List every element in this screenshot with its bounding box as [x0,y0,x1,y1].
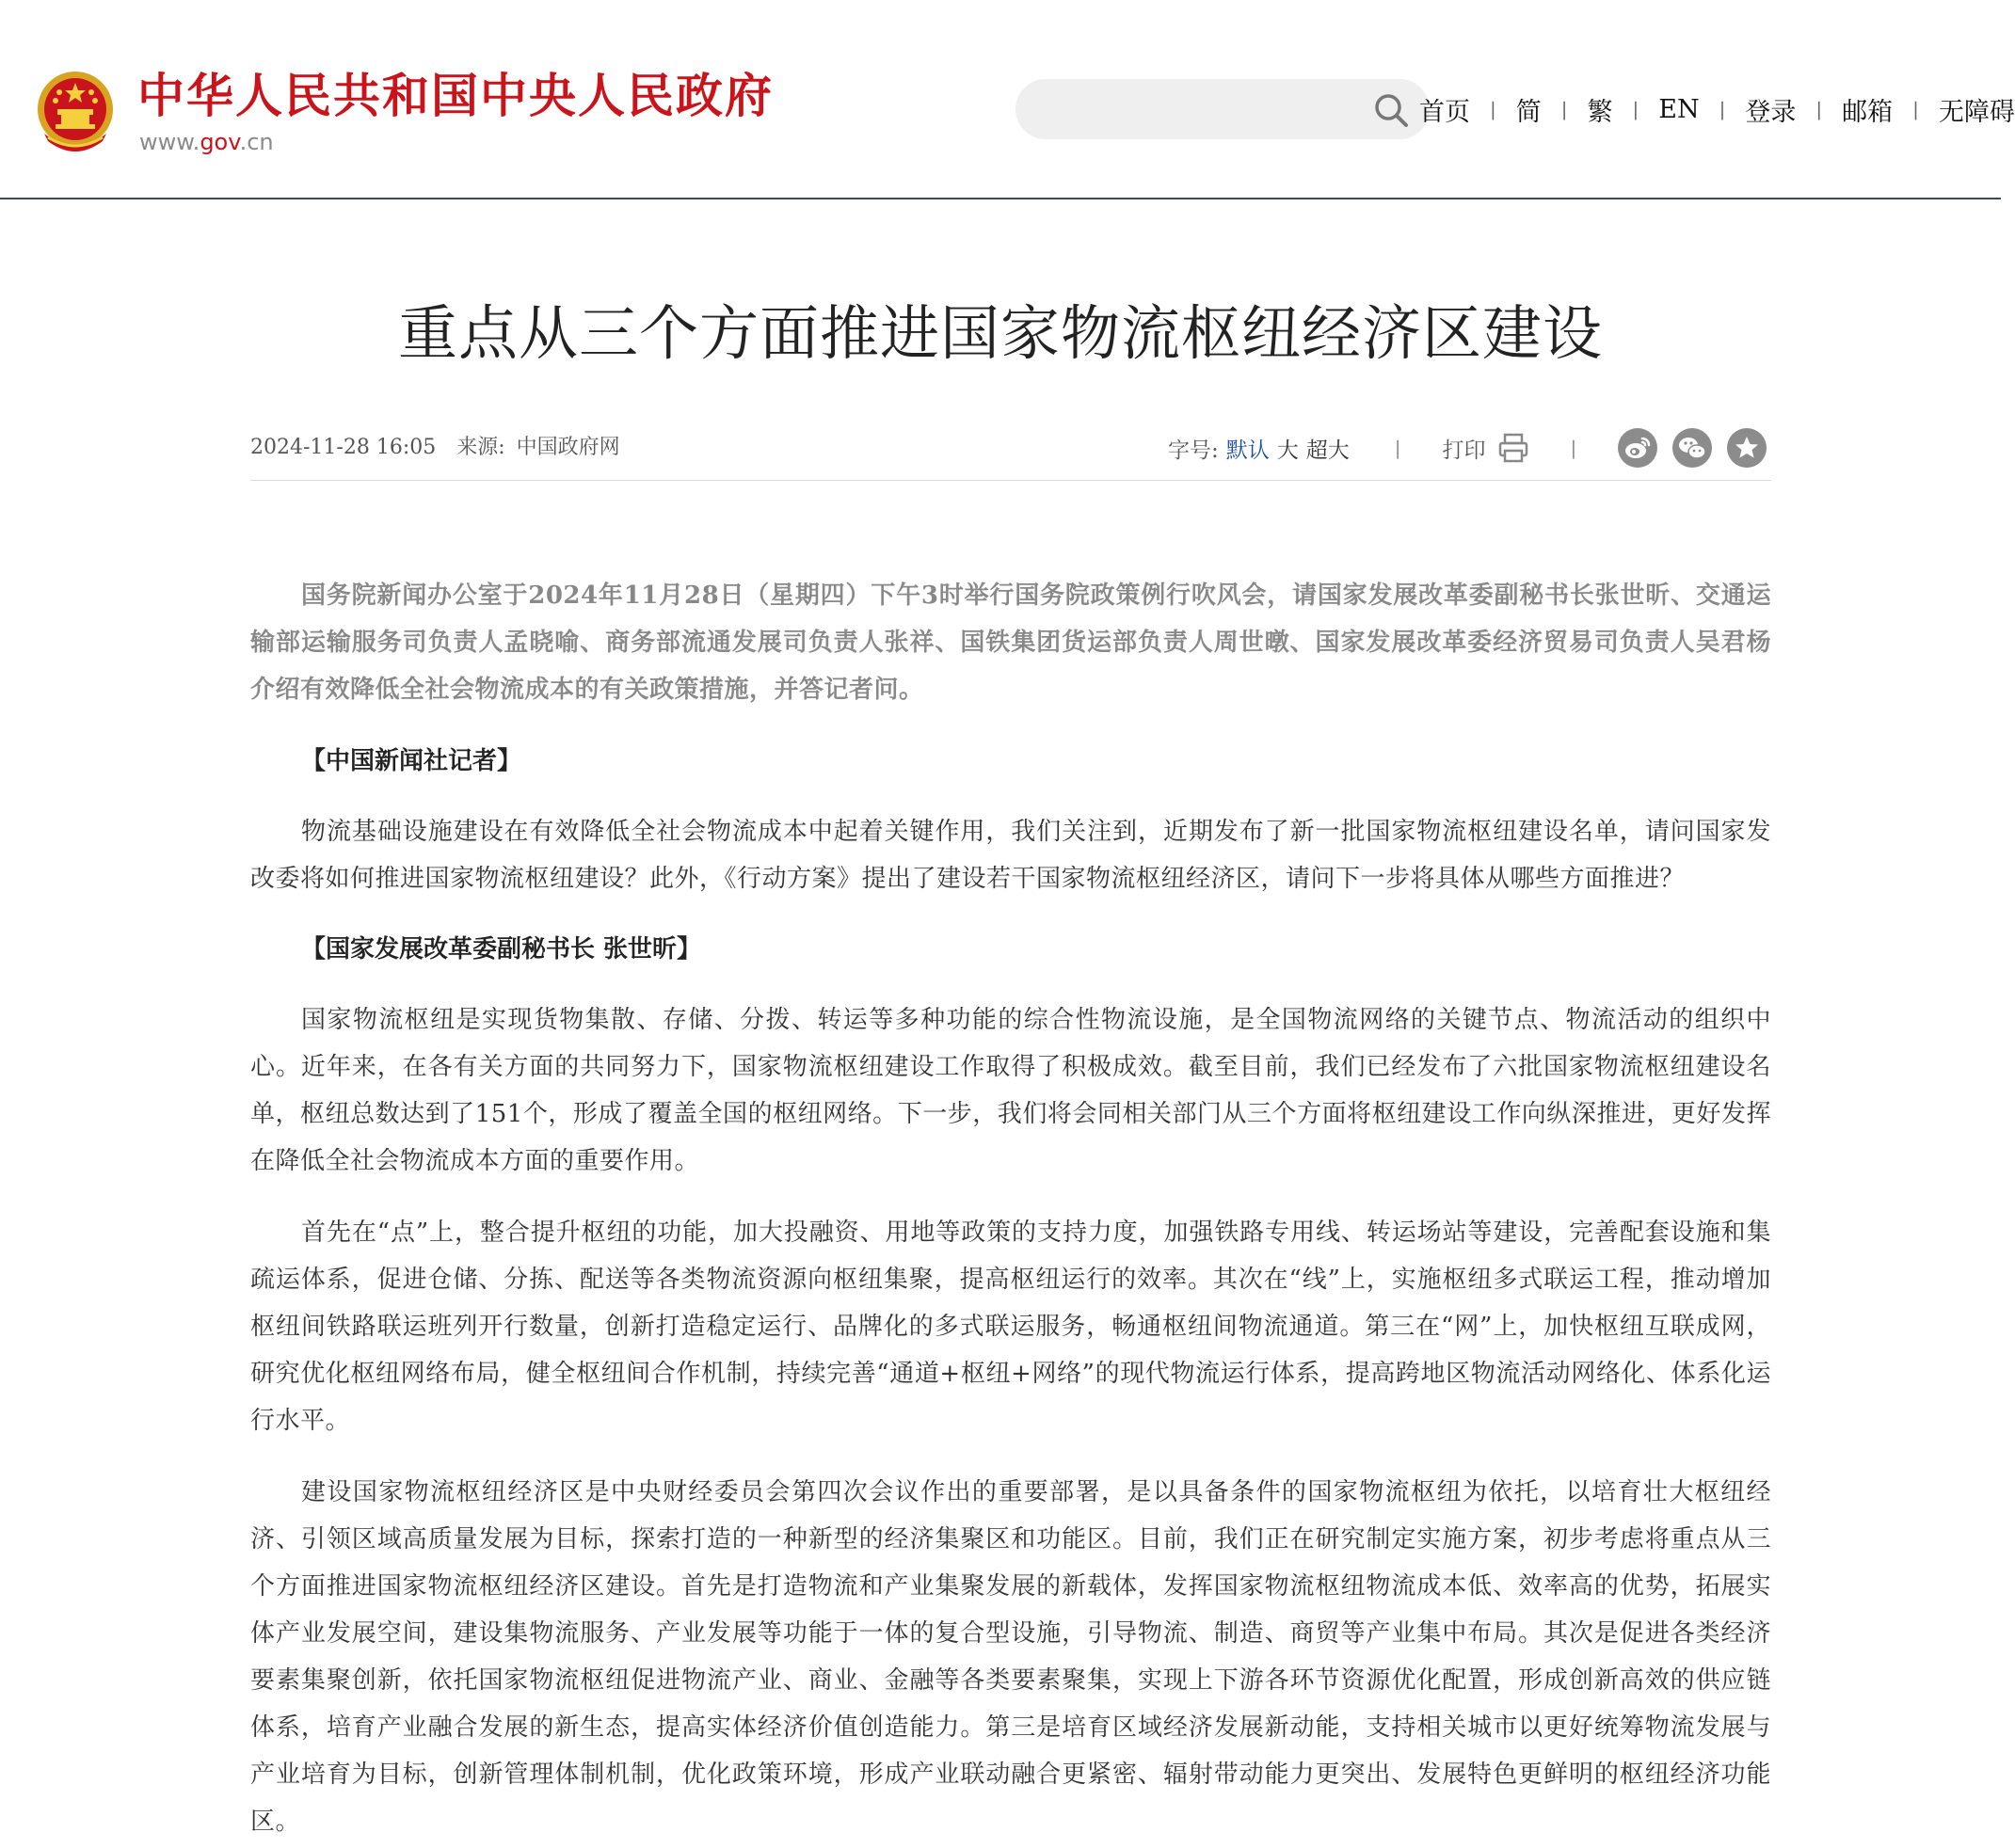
wechat-icon[interactable] [1672,428,1712,468]
site-header [0,0,2015,199]
nav-separator: | [1490,98,1496,120]
nav-separator: | [1560,98,1568,120]
domain-gov: gov [200,129,240,155]
article-meta [250,434,620,462]
speaker-official: 【国家发展改革委副秘书长 张世昕】 [301,935,702,964]
article-tools [1168,424,1767,471]
domain-prefix: www. [139,129,200,155]
search-input[interactable] [1038,79,1362,141]
national-emblem-icon[interactable] [35,68,116,154]
article-intro: 国务院新闻办公室于2024年11月28日（星期四）下午3时举行国务院政策例行吹风会，请国家发展改革委副秘书长张世昕、交通运输部运输服务司负责人孟晓喻、商务部流通发展司负责人张祥、国铁集团货运部负责人周世暾、国家发展改革委经济贸易司负责人吴君杨介绍有效降低全社会物流成本的有关政策措施，并答记者问。 [250,581,1771,704]
answer-paragraph: 首先在“点”上，整合提升枢纽的功能，加大投融资、用地等政策的支持力度，加强铁路专用线、转运场站等建设，完善配套设施和集疏运体系，促进仓储、分拣、配送等各类物流资源向枢纽集聚，提高枢纽运行的效率。其次在“线”上，实施枢纽多式联运工程，推动增加枢纽间铁路联运班列开行数量，创新打造稳定运行、品牌化的多式联运服务，畅通枢纽间物流通道。第三在“网”上，加快枢纽互联成网，研究优化枢纽网络布局，健全枢纽间合作机制，持续完善“通道+枢纽+网络”的现代物流运行体系，提高跨地区物流活动网络化、体系化运行水平。 [250,1219,1771,1435]
source-label: 来源: [456,436,505,459]
nav-english[interactable]: EN [1658,94,1700,124]
answer-paragraph: 国家物流枢纽是实现货物集散、存储、分拨、转运等多种功能的综合性物流设施，是全国物流网络的关键节点、物流活动的组织中心。近年来，在各有关方面的共同努力下，国家物流枢纽建设工作取得了积极成效。截至目前，我们已经发布了六批国家物流枢纽建设名单，枢纽总数达到了151个，形成了覆盖全国的枢纽网络。下一步，我们将会同相关部门从三个方面将枢纽建设工作向纵深推进，更好发挥在降低全社会物流成本方面的重要作用。 [250,1006,1771,1175]
font-size-default[interactable]: 默认 [1225,438,1270,463]
nav-home[interactable]: 首页 [1419,97,1470,127]
nav-mailbox[interactable]: 邮箱 [1842,97,1894,127]
font-size-large[interactable]: 大 [1276,438,1299,463]
search-icon[interactable] [1373,92,1409,128]
font-size-label: 字号: [1168,438,1219,463]
source-name: 中国政府网 [516,436,620,459]
article-body [250,572,1771,1845]
weibo-icon[interactable] [1618,428,1657,468]
speaker-reporter: 【中国新闻社记者】 [301,747,522,775]
nav-simplified[interactable]: 简 [1515,97,1542,127]
article-title: 重点从三个方面推进国家物流枢纽经济区建设 [398,299,1603,368]
header-divider [0,198,2001,199]
print-label: 打印 [1442,438,1486,463]
nav-traditional[interactable]: 繁 [1587,97,1613,127]
tools-separator: | [1394,437,1401,459]
reporter-question: 物流基础设施建设在有效降低全社会物流成本中起着关键作用，我们关注到，近期发布了新一批国家物流枢纽建设名单，请问国家发改委将如何推进国家物流枢纽建设？此外，《行动方案》提出了建设若干国家物流枢纽经济区，请问下一步将具体从哪些方面推进？ [250,818,1771,893]
nav-accessibility[interactable]: 无障碍 [1938,97,2015,127]
tools-separator: | [1570,437,1577,459]
meta-divider [250,480,1771,481]
nav-login[interactable]: 登录 [1745,97,1797,127]
nav-separator: | [1632,98,1639,120]
answer-paragraph: 建设国家物流枢纽经济区是中央财经委员会第四次会议作出的重要部署，是以具备条件的国家物流枢纽为依托，以培育壮大枢纽经济、引领区域高质量发展为目标，探索打造的一种新型的经济集聚区和功能区。目前，我们正在研究制定实施方案，初步考虑将重点从三个方面推进国家物流枢纽经济区建设。首先是打造物流和产业集聚发展的新载体，发挥国家物流枢纽物流成本低、效率高的优势，拓展实体产业发展空间，建设集物流服务、产业发展等功能于一体的复合型设施，引导物流、制造、商贸等产业集中布局。其次是促进各类经济要素集聚创新，依托国家物流枢纽促进物流产业、商业、金融等各类要素聚集，实现上下游各环节资源优化配置，形成创新高效的供应链体系，培育产业融合发展的新生态，提高实体经济价值创造能力。第三是培育区域经济发展新动能，支持相关城市以更好统筹物流发展与产业培育为目标，创新管理体制机制，优化政策环境，形成产业联动融合更紧密、辐射带动能力更突出、发展特色更鲜明的枢纽经济功能区。 [250,1478,1771,1836]
nav-separator: | [1719,98,1726,120]
nav-separator: | [1912,98,1919,120]
search-box [1015,79,1430,139]
favorite-star-icon[interactable] [1727,428,1767,468]
site-domain [139,128,274,156]
domain-suffix: .cn [239,129,274,155]
top-nav [1419,90,2015,128]
site-name[interactable]: 中华人民共和国中央人民政府 [137,69,774,123]
print-button[interactable] [1443,432,1529,464]
printer-icon [1497,432,1529,464]
font-size-extra-large[interactable]: 超大 [1305,438,1350,463]
nav-separator: | [1815,98,1823,120]
publish-datetime: 2024-11-28 16:05 [250,436,437,459]
